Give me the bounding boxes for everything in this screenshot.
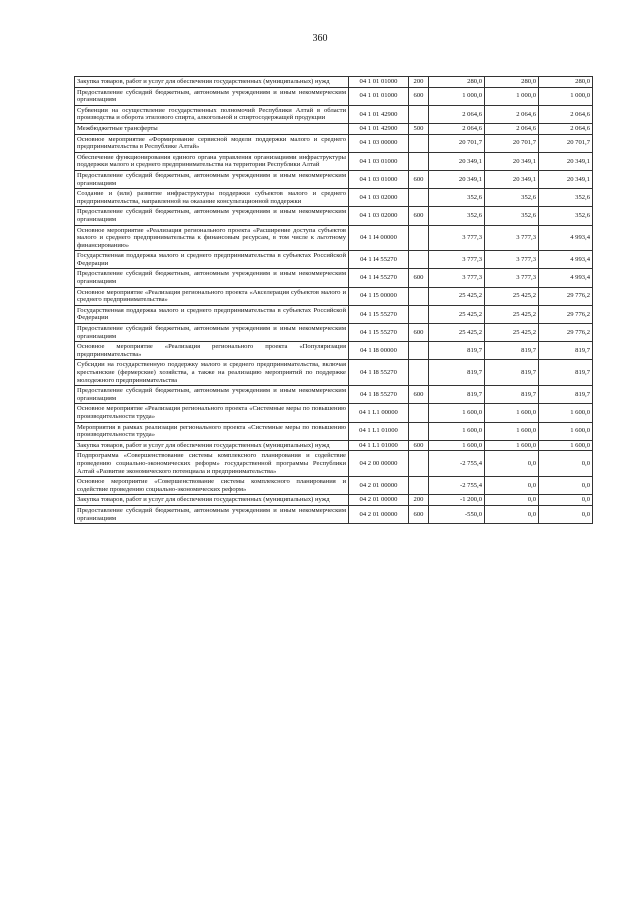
expense-type-code-cell [409, 360, 429, 386]
target-article-code-cell: 04 1 L1 01000 [349, 440, 409, 451]
expense-name-cell: Субсидии на государственную поддержку малого и среднего предпринимательства, включая крестьянские (фермерские) хозяйства, а также на реализацию мероприятий по поддержке молодежного предпринимательства [75, 360, 349, 386]
expense-name-cell: Основное мероприятие «Совершенствование системы комплексного планирования и содействие проведению социально-экономических реформ» [75, 477, 349, 495]
expense-name-cell: Мероприятия в рамках реализации регионального проекта «Системные меры по повышению производительности труда» [75, 422, 349, 440]
amount-year-3-cell: 819,7 [539, 360, 593, 386]
expense-type-code-cell [409, 342, 429, 360]
amount-year-3-cell: 4 993,4 [539, 269, 593, 287]
expense-type-code-cell [409, 152, 429, 170]
table-row [75, 287, 593, 305]
expense-type-code-cell [409, 451, 429, 477]
expense-type-code-cell [409, 477, 429, 495]
expense-name-cell: Основное мероприятие «Формирование сервисной модели поддержки малого и среднего предпринимательства в Республике Алтай» [75, 134, 349, 152]
amount-year-2-cell: 25 425,2 [485, 287, 539, 305]
amount-year-3-cell: 819,7 [539, 342, 593, 360]
target-article-code-cell: 04 1 01 01000 [349, 77, 409, 88]
amount-year-3-cell: 20 701,7 [539, 134, 593, 152]
amount-year-1-cell: 819,7 [429, 386, 485, 404]
amount-year-2-cell: 1 000,0 [485, 87, 539, 105]
amount-year-1-cell: 25 425,2 [429, 305, 485, 323]
expense-name-cell: Основное мероприятие «Реализация регионального проекта «Акселерация субъектов малого и среднего предпринимательства» [75, 287, 349, 305]
amount-year-1-cell: 2 064,6 [429, 105, 485, 123]
amount-year-2-cell: 352,6 [485, 189, 539, 207]
expense-name-cell: Предоставление субсидий бюджетным, автономным учреждениям и иным некоммерческим организациям [75, 87, 349, 105]
expense-name-cell: Государственная поддержка малого и среднего предпринимательства в субъектах Российской Федерации [75, 305, 349, 323]
expense-name-cell: Обеспечение функционирования единого органа управления организациями инфраструктуры поддержки малого и среднего предпринимательства на территории Республики Алтай [75, 152, 349, 170]
expense-type-code-cell [409, 422, 429, 440]
amount-year-3-cell: 0,0 [539, 505, 593, 523]
amount-year-2-cell: 0,0 [485, 505, 539, 523]
amount-year-1-cell: -1 200,0 [429, 495, 485, 506]
amount-year-3-cell: 1 600,0 [539, 422, 593, 440]
target-article-code-cell: 04 1 I4 55270 [349, 251, 409, 269]
amount-year-3-cell: 1 000,0 [539, 87, 593, 105]
amount-year-3-cell: 352,6 [539, 207, 593, 225]
amount-year-2-cell: 2 064,6 [485, 105, 539, 123]
amount-year-1-cell: -2 755,4 [429, 477, 485, 495]
amount-year-2-cell: 3 777,3 [485, 251, 539, 269]
amount-year-1-cell: 20 701,7 [429, 134, 485, 152]
amount-year-3-cell: 2 064,6 [539, 105, 593, 123]
amount-year-1-cell: 25 425,2 [429, 287, 485, 305]
amount-year-2-cell: 1 600,0 [485, 404, 539, 422]
table-row [75, 440, 593, 451]
expense-type-code-cell [409, 251, 429, 269]
amount-year-2-cell: 0,0 [485, 451, 539, 477]
expense-type-code-cell [409, 305, 429, 323]
table-row [75, 360, 593, 386]
expense-name-cell: Основное мероприятие «Реализация регионального проекта «Расширение доступа субъектов малого и среднего предпринимательства к финансовым ресурсам, в том числе к льготному финансированию» [75, 225, 349, 251]
amount-year-2-cell: 0,0 [485, 495, 539, 506]
table-row [75, 251, 593, 269]
amount-year-1-cell: 20 349,1 [429, 170, 485, 188]
page-number: 360 [312, 33, 328, 44]
amount-year-1-cell: 25 425,2 [429, 324, 485, 342]
amount-year-1-cell: 819,7 [429, 342, 485, 360]
amount-year-2-cell: 20 349,1 [485, 170, 539, 188]
table-row [75, 123, 593, 134]
target-article-code-cell: 04 1 I5 00000 [349, 287, 409, 305]
expense-type-code-cell: 600 [409, 87, 429, 105]
table-row [75, 386, 593, 404]
expense-name-cell: Государственная поддержка малого и среднего предпринимательства в субъектах Российской Федерации [75, 251, 349, 269]
expense-name-cell: Закупка товаров, работ и услуг для обеспечения государственных (муниципальных) нужд [75, 440, 349, 451]
amount-year-2-cell: 2 064,6 [485, 123, 539, 134]
expense-type-code-cell [409, 287, 429, 305]
amount-year-3-cell: 4 993,4 [539, 225, 593, 251]
expense-type-code-cell: 600 [409, 269, 429, 287]
table-row [75, 305, 593, 323]
amount-year-1-cell: -2 755,4 [429, 451, 485, 477]
expense-name-cell: Закупка товаров, работ и услуг для обеспечения государственных (муниципальных) нужд [75, 495, 349, 506]
target-article-code-cell: 04 1 01 42900 [349, 105, 409, 123]
target-article-code-cell: 04 1 I5 55270 [349, 305, 409, 323]
amount-year-2-cell: 3 777,3 [485, 225, 539, 251]
expense-type-code-cell: 600 [409, 386, 429, 404]
table-row [75, 170, 593, 188]
amount-year-2-cell: 819,7 [485, 342, 539, 360]
expense-type-code-cell: 500 [409, 123, 429, 134]
amount-year-3-cell: 29 776,2 [539, 287, 593, 305]
amount-year-1-cell: 1 600,0 [429, 404, 485, 422]
expense-name-cell: Создание и (или) развитие инфраструктуры поддержки субъектов малого и среднего предпринимательства, направленной на оказание консультационной поддержки [75, 189, 349, 207]
amount-year-2-cell: 352,6 [485, 207, 539, 225]
target-article-code-cell: 04 1 I4 00000 [349, 225, 409, 251]
amount-year-2-cell: 280,0 [485, 77, 539, 88]
budget-table [74, 76, 593, 524]
amount-year-3-cell: 352,6 [539, 189, 593, 207]
table-row [75, 87, 593, 105]
amount-year-3-cell: 280,0 [539, 77, 593, 88]
amount-year-2-cell: 25 425,2 [485, 324, 539, 342]
target-article-code-cell: 04 2 01 00000 [349, 505, 409, 523]
target-article-code-cell: 04 2 01 00000 [349, 477, 409, 495]
table-row [75, 269, 593, 287]
table-row [75, 77, 593, 88]
expense-name-cell: Предоставление субсидий бюджетным, автономным учреждениям и иным некоммерческим организациям [75, 207, 349, 225]
expense-type-code-cell [409, 105, 429, 123]
expense-type-code-cell: 200 [409, 77, 429, 88]
table-row [75, 189, 593, 207]
expense-name-cell: Подпрограмма «Совершенствование системы комплексного планирования и содействие проведению социально-экономических реформ» государственной программы Республики Алтай «Развитие экономического потенциала и предпринимательства» [75, 451, 349, 477]
amount-year-2-cell: 25 425,2 [485, 305, 539, 323]
expense-name-cell: Основное мероприятие «Реализация регионального проекта «Популяризация предпринимательства» [75, 342, 349, 360]
table-row [75, 152, 593, 170]
target-article-code-cell: 04 1 03 00000 [349, 134, 409, 152]
amount-year-1-cell: -550,0 [429, 505, 485, 523]
amount-year-3-cell: 29 776,2 [539, 324, 593, 342]
amount-year-2-cell: 1 600,0 [485, 422, 539, 440]
target-article-code-cell: 04 1 I8 55270 [349, 360, 409, 386]
expense-name-cell: Основное мероприятие «Реализация регионального проекта «Системные меры по повышению производительности труда» [75, 404, 349, 422]
target-article-code-cell: 04 2 00 00000 [349, 451, 409, 477]
amount-year-3-cell: 20 349,1 [539, 170, 593, 188]
amount-year-1-cell: 3 777,3 [429, 225, 485, 251]
amount-year-3-cell: 2 064,6 [539, 123, 593, 134]
target-article-code-cell: 04 1 01 01000 [349, 87, 409, 105]
table-row [75, 342, 593, 360]
amount-year-2-cell: 20 349,1 [485, 152, 539, 170]
expense-name-cell: Закупка товаров, работ и услуг для обеспечения государственных (муниципальных) нужд [75, 77, 349, 88]
expense-type-code-cell: 200 [409, 495, 429, 506]
expense-type-code-cell [409, 134, 429, 152]
target-article-code-cell: 04 2 01 00000 [349, 495, 409, 506]
amount-year-3-cell: 29 776,2 [539, 305, 593, 323]
target-article-code-cell: 04 1 I5 55270 [349, 324, 409, 342]
amount-year-3-cell: 1 600,0 [539, 440, 593, 451]
expense-name-cell: Субвенции на осуществление государственных полномочий Республики Алтай в области производства и оборота этилового спирта, алкогольной и спиртосодержащей продукции [75, 105, 349, 123]
amount-year-3-cell: 1 600,0 [539, 404, 593, 422]
target-article-code-cell: 04 1 L1 01000 [349, 422, 409, 440]
amount-year-1-cell: 352,6 [429, 189, 485, 207]
table-row [75, 105, 593, 123]
table-row [75, 451, 593, 477]
expense-type-code-cell: 600 [409, 324, 429, 342]
expense-type-code-cell [409, 189, 429, 207]
table-row [75, 422, 593, 440]
amount-year-1-cell: 352,6 [429, 207, 485, 225]
table-row [75, 404, 593, 422]
amount-year-3-cell: 0,0 [539, 451, 593, 477]
amount-year-1-cell: 1 600,0 [429, 440, 485, 451]
table-row [75, 505, 593, 523]
amount-year-2-cell: 819,7 [485, 386, 539, 404]
target-article-code-cell: 04 1 01 42900 [349, 123, 409, 134]
expense-name-cell: Предоставление субсидий бюджетным, автономным учреждениям и иным некоммерческим организациям [75, 386, 349, 404]
amount-year-2-cell: 20 701,7 [485, 134, 539, 152]
amount-year-3-cell: 4 993,4 [539, 251, 593, 269]
amount-year-2-cell: 819,7 [485, 360, 539, 386]
target-article-code-cell: 04 1 03 02000 [349, 207, 409, 225]
table-row [75, 134, 593, 152]
amount-year-2-cell: 1 600,0 [485, 440, 539, 451]
target-article-code-cell: 04 1 I8 00000 [349, 342, 409, 360]
expense-name-cell: Межбюджетные трансферты [75, 123, 349, 134]
expense-type-code-cell: 600 [409, 207, 429, 225]
amount-year-1-cell: 20 349,1 [429, 152, 485, 170]
target-article-code-cell: 04 1 03 02000 [349, 189, 409, 207]
amount-year-3-cell: 0,0 [539, 477, 593, 495]
expense-type-code-cell: 600 [409, 170, 429, 188]
amount-year-2-cell: 3 777,3 [485, 269, 539, 287]
target-article-code-cell: 04 1 03 01000 [349, 170, 409, 188]
amount-year-1-cell: 1 000,0 [429, 87, 485, 105]
table-row [75, 477, 593, 495]
table-row [75, 207, 593, 225]
expense-type-code-cell [409, 404, 429, 422]
target-article-code-cell: 04 1 03 01000 [349, 152, 409, 170]
amount-year-1-cell: 2 064,6 [429, 123, 485, 134]
amount-year-3-cell: 20 349,1 [539, 152, 593, 170]
expense-name-cell: Предоставление субсидий бюджетным, автономным учреждениям и иным некоммерческим организациям [75, 324, 349, 342]
amount-year-3-cell: 0,0 [539, 495, 593, 506]
amount-year-1-cell: 280,0 [429, 77, 485, 88]
expense-type-code-cell: 600 [409, 505, 429, 523]
target-article-code-cell: 04 1 I8 55270 [349, 386, 409, 404]
amount-year-2-cell: 0,0 [485, 477, 539, 495]
amount-year-1-cell: 3 777,3 [429, 251, 485, 269]
amount-year-1-cell: 3 777,3 [429, 269, 485, 287]
expense-type-code-cell: 600 [409, 440, 429, 451]
amount-year-1-cell: 819,7 [429, 360, 485, 386]
expense-name-cell: Предоставление субсидий бюджетным, автономным учреждениям и иным некоммерческим организациям [75, 170, 349, 188]
table-row [75, 324, 593, 342]
amount-year-1-cell: 1 600,0 [429, 422, 485, 440]
table-row [75, 225, 593, 251]
budget-table-body [75, 77, 593, 524]
amount-year-3-cell: 819,7 [539, 386, 593, 404]
expense-type-code-cell [409, 225, 429, 251]
target-article-code-cell: 04 1 I4 55270 [349, 269, 409, 287]
expense-name-cell: Предоставление субсидий бюджетным, автономным учреждениям и иным некоммерческим организациям [75, 505, 349, 523]
table-row [75, 495, 593, 506]
target-article-code-cell: 04 1 L1 00000 [349, 404, 409, 422]
expense-name-cell: Предоставление субсидий бюджетным, автономным учреждениям и иным некоммерческим организациям [75, 269, 349, 287]
